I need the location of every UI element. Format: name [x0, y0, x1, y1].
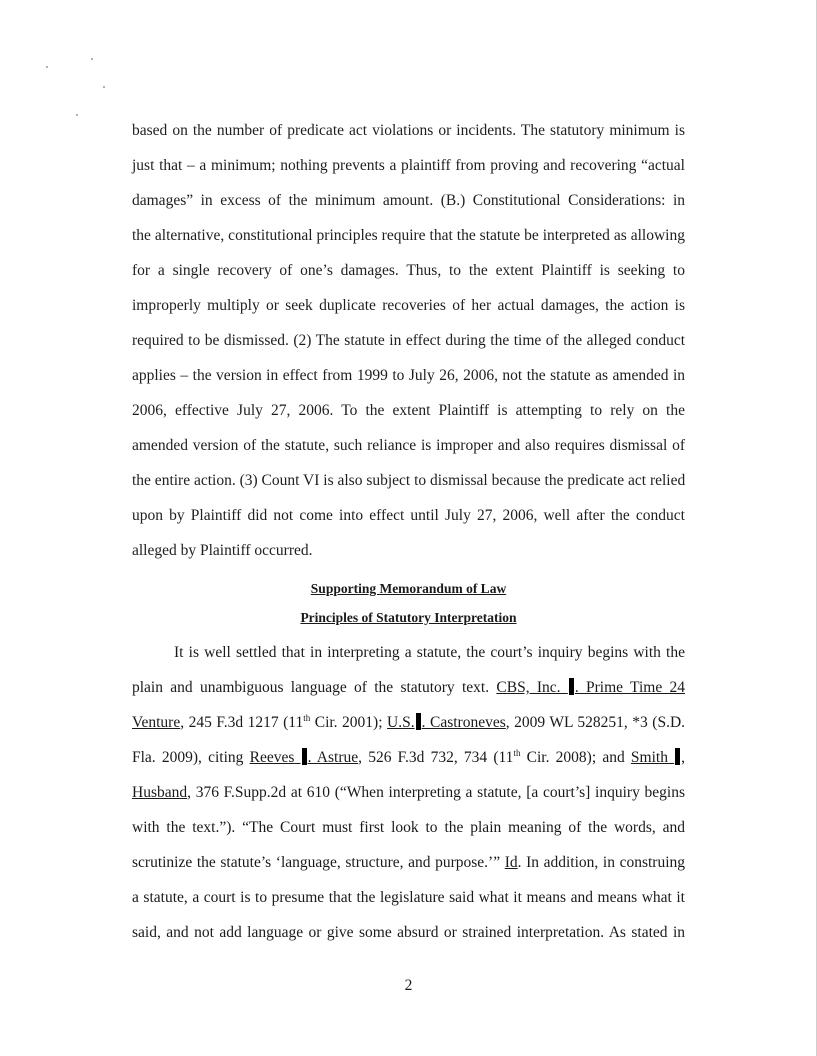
text-line: scrutinize the statute’s ‘language, structure, and purpose.’” Id. In addition, in construing	[132, 854, 686, 871]
text-line: 2006, effective July 27, 2006. To the extent Plaintiff is attempting to rely on the	[132, 402, 685, 419]
text-line: Venture, 245 F.3d 1217 (11th Cir. 2001); U.S. . Castroneves, 2009 WL 528251, *3 (S.D.	[132, 712, 686, 731]
case-citation: Smith ,	[630, 749, 686, 766]
text-line: Husband, 376 F.Supp.2d at 610 (“When interpreting a statute, [a court’s] inquiry begins	[132, 784, 685, 801]
scan-speck	[103, 86, 105, 88]
text-line: amended version of the statute, such reliance is improper and also requires dismissal of	[132, 437, 685, 454]
scan-speck	[91, 58, 93, 60]
text-line: said, and not add language or give some absurd or strained interpretation. As stated in	[132, 924, 685, 941]
scan-speck	[46, 66, 48, 68]
case-citation: Husband	[132, 784, 188, 801]
case-citation: U.S. . Castroneves	[387, 714, 506, 731]
case-citation: Id	[504, 854, 518, 871]
case-citation: CBS, Inc. . Prime Time 24	[496, 679, 685, 696]
redaction-mark	[569, 678, 574, 695]
text-line: plain and unambiguous language of the statutory text. CBS, Inc. . Prime Time 24	[132, 679, 685, 696]
text-line: required to be dismissed. (2) The statute in effect during the time of the alleged conduct	[132, 332, 685, 349]
text-line: based on the number of predicate act violations or incidents. The statutory minimum is	[132, 122, 685, 139]
text-line: the entire action. (3) Count VI is also subject to dismissal because the predicate act relied	[132, 472, 686, 489]
subsection-heading: Principles of Statutory Interpretation	[300, 610, 517, 625]
text-line: for a single recovery of one’s damages. Thus, to the extent Plaintiff is seeking to	[132, 262, 685, 279]
text-line: Fla. 2009), citing Reeves . Astrue, 526 F.3d 732, 734 (11th Cir. 2008); and Smith ,	[132, 747, 686, 766]
text-line: upon by Plaintiff did not come into effect until July 27, 2006, well after the conduct	[132, 507, 685, 524]
text-line: It is well settled that in interpreting a statute, the court’s inquiry begins with the	[174, 644, 685, 661]
text-line: improperly multiply or seek duplicate recoveries of her actual damages, the action is	[132, 297, 685, 314]
text-line: alleged by Plaintiff occurred.	[132, 542, 313, 559]
text-line: the alternative, constitutional principles require that the statute be interpreted as allowing	[132, 227, 685, 244]
redaction-mark	[675, 748, 680, 765]
text-line: just that – a minimum; nothing prevents a plaintiff from proving and recovering “actual	[132, 157, 685, 174]
intro-paragraph	[132, 121, 685, 576]
text-line: a statute, a court is to presume that the legislature said what it means and means what it	[132, 889, 685, 906]
redaction-mark	[416, 713, 421, 730]
scan-speck	[76, 114, 78, 116]
redaction-mark	[302, 748, 307, 765]
case-citation: Reeves . Astrue	[249, 749, 359, 766]
text-line: with the text.”). “The Court must first look to the plain meaning of the words, and	[132, 819, 685, 836]
page-number: 2	[404, 977, 413, 994]
case-citation: Venture	[132, 714, 181, 731]
text-line: applies – the version in effect from 1999 to July 26, 2006, not the statute as amended in	[132, 367, 685, 384]
section-heading: Supporting Memorandum of Law	[310, 581, 507, 596]
text-line: damages” in excess of the minimum amount. (B.) Constitutional Considerations: in	[132, 192, 685, 209]
interpretation-paragraph	[132, 643, 685, 958]
